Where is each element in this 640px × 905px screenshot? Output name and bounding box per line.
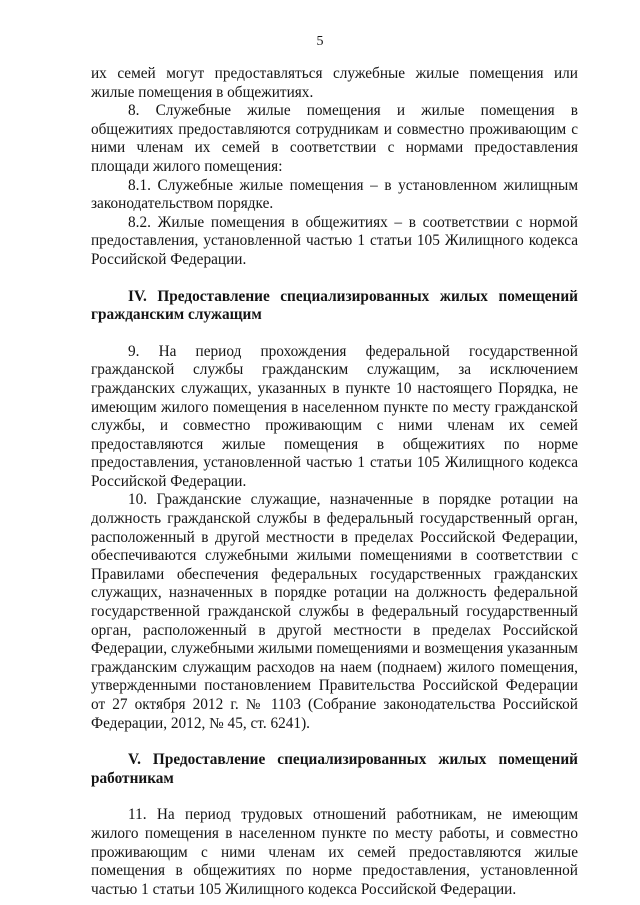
paragraph-8: 8. Служебные жилые помещения и жилые помещения в общежитиях предоставляются сотрудникам и совместно проживающим с ними членам их семей в соответствии с нормами предоставления площади жилого помещения: — [91, 102, 578, 175]
section-heading-iv: IV. Предоставление специализированных жилых помещений гражданским служащим — [91, 287, 578, 324]
section-heading-v: V. Предоставление специализированных жилых помещений работникам — [91, 751, 578, 787]
paragraph-continuation: их семей могут предоставляться служебные жилые помещения или жилые помещения в общежитиях. — [91, 65, 578, 101]
paragraph-11: 11. На период трудовых отношений работникам, не имеющим жилого помещения в населенном пункте по месту работы, и совместно проживающим с ними членам их семей предоставляются жилые помещения в общежитиях по норме предоставления, установленной частью 1 статьи 105 Жилищного кодекса Российской Федерации. — [91, 806, 578, 898]
document-body — [91, 65, 578, 899]
paragraph-10: 10. Гражданские служащие, назначенные в порядке ротации на должность гражданской службы в федеральный государственный орган, расположенный в другой местности в пределах Российской Федерации, обеспечиваются служебными жилыми помещениями в соответствии с Правилами обеспечения федеральных государственных гражданских служащих, назначенных в порядке ротации на должность федеральной государственной гражданской службы в федеральный государственный орган, расположенный в другой местности в пределах Российской Федерации, служебными жилыми помещениями и возмещения указанным гражданским служащим расходов на наем (поднаем) жилого помещения, утвержденными постановлением Правительства Российской Федерации от 27 октября 2012 г. № 1103 (Собрание законодательства Российской Федерации, 2012, № 45, ст. 6241). — [91, 491, 578, 732]
paragraph-8-2: 8.2. Жилые помещения в общежитиях – в соответствии с нормой предоставления, установленной частью 1 статьи 105 Жилищного кодекса Российской Федерации. — [91, 213, 578, 268]
paragraph-9: 9. На период прохождения федеральной государственной гражданской службы гражданским служащим, за исключением гражданских служащих, указанных в пункте 10 настоящего Порядка, не имеющим жилого помещения в населенном пункте по месту гражданской службы, и совместно проживающим с ними членам их семей предоставляются жилые помещения в общежитиях по норме предоставления, установленной частью 1 статьи 105 Жилищного кодекса Российской Федерации. — [91, 342, 578, 490]
page-number: 5 — [316, 34, 324, 49]
paragraph-8-1: 8.1. Служебные жилые помещения – в установленном жилищным законодательством порядке. — [91, 176, 578, 213]
